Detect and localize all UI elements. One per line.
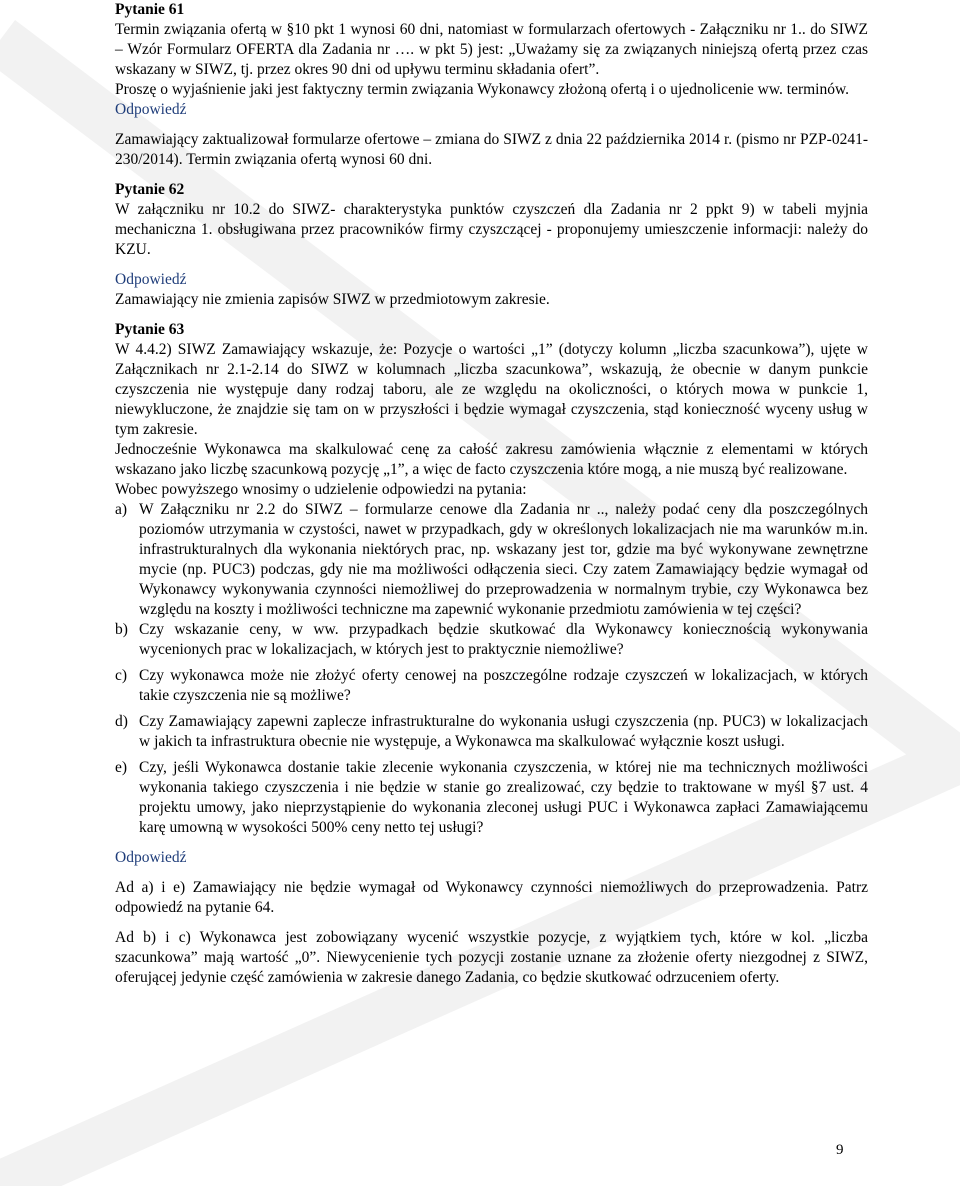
list-item-label: b) (115, 621, 128, 638)
answer-heading: Odpowiedź (115, 849, 187, 866)
spacer (115, 120, 868, 130)
list-item-label: d) (115, 713, 128, 730)
spacer (115, 260, 868, 270)
spacer (115, 310, 868, 320)
page-number: 9 (836, 1142, 844, 1158)
answer-heading: Odpowiedź (115, 101, 187, 118)
list-item-label: e) (115, 759, 128, 776)
list-item (115, 666, 868, 706)
list-item (115, 712, 868, 752)
paragraph: Jednocześnie Wykonawca ma skalkulować cenę za całość zakresu zamówienia włącznie z elementami w których wskazano jako liczbę szacunkową pozycję „1”, a więc de facto czyszczenia które mogą, a nie muszą być realizowane. (115, 441, 868, 478)
paragraph: Ad a) i e) Zamawiający nie będzie wymagał od Wykonawcy czynności niemożliwych do przeprowadzenia. Patrz odpowiedź na pytanie 64. (115, 879, 868, 916)
paragraph: Zamawiający zaktualizował formularze ofertowe – zmiana do SIWZ z dnia 22 października 2014 r. (pismo nr PZP-0241-230/2014). Termin związania ofertą wynosi 60 dni. (115, 131, 868, 168)
paragraph: Zamawiający nie zmienia zapisów SIWZ w przedmiotowym zakresie. (115, 291, 550, 308)
list-item (115, 758, 868, 838)
paragraph: Ad b) i c) Wykonawca jest zobowiązany wycenić wszystkie pozycje, z wyjątkiem tych, które w kol. „liczba szacunkowa” mają wartość „0”. Niewycenienie tych pozycji zostanie uznane za złożenie oferty niezgodnej z SIWZ, oferującej jedynie część zamówienia w zakresie danego Zadania, co będzie skutkować odrzuceniem oferty. (115, 929, 868, 986)
paragraph: Termin związania ofertą w §10 pkt 1 wynosi 60 dni, natomiast w formularzach ofertowych - Załączniku nr 1.. do SIWZ – Wzór Formularz OFERTA dla Zadania nr …. w pkt 5) jest: „Uważamy się za związanych niniejszą ofertą przez czas wskazany w SIWZ, tj. przez okres 90 dni od upływu terminu składania ofert”. (115, 21, 868, 78)
list-item-label: c) (115, 667, 128, 684)
answer-heading: Odpowiedź (115, 271, 187, 288)
list-item-text: W Załączniku nr 2.2 do SIWZ – formularze cenowe dla Zadania nr .., należy podać ceny dla poszczególnych poziomów utrzymania w czystości, nawet w przypadkach, gdy w określonych lokalizacjach nie ma warunków m.in. infrastrukturalnych dla wykonania niektórych prac, np. wskazany jest tor, gdzie ma być wykonywane zewnętrzne mycie (np. PUC3) podczas, gdy nie ma możliwości odłączenia sieci. Czy zatem Zamawiający będzie wymagał od Wykonawcy wykonywania czynności niemożliwej do przeprowadzenia w normalnym trybie, czy Wykonawca bez względu na koszty i możliwości techniczne ma zapewnić wykonanie przedmiotu zamówienia w tej części? (139, 501, 868, 618)
spacer (115, 918, 868, 928)
list-item-text: Czy, jeśli Wykonawca dostanie takie zlecenie wykonania czyszczenia, w której nie ma technicznych możliwości wykonania takiego czyszczenia i nie będzie w stanie go zrealizować, czy będzie to traktowane w myśl §7 ust. 4 projektu umowy, jako nieprzystąpienie do wykonania zleconej usługi PUC i Wykonawca zapłaci Zamawiającemu karę umowną w wysokości 500% ceny netto tej usługi? (139, 759, 868, 836)
spacer (115, 838, 868, 848)
question-heading: Pytanie 63 (115, 321, 185, 338)
list-item-label: a) (115, 501, 128, 518)
list-item-text: Czy Zamawiający zapewni zaplecze infrastrukturalne do wykonania usługi czyszczenia (np. PUC3) w lokalizacjach w jakich ta infrastruktura obecnie nie występuje, a Wykonawca ma skalkulować wyłącznie koszt usługi. (139, 713, 868, 750)
spacer (115, 170, 868, 180)
document-body (115, 0, 868, 988)
list-item (115, 500, 868, 620)
paragraph: W 4.4.2) SIWZ Zamawiający wskazuje, że: Pozycje o wartości „1” (dotyczy kolumn „liczba szacunkowa”), ujęte w Załącznikach nr 2.1-2.14 do SIWZ w kolumnach „liczba szacunkowa”, wskazują, że obecnie w danym punkcie czyszczenia nie występuje dany rodzaj taboru, ale ze względu na okoliczności, o których mowa w punkcie 1, niewykluczone, że znajdzie się tam on w przyszłości i będzie wymagał czyszczenia, stąd konieczność wyceny usług w tym zakresie. (115, 341, 868, 438)
question-heading: Pytanie 62 (115, 181, 185, 198)
list-item (115, 620, 868, 660)
paragraph: Proszę o wyjaśnienie jaki jest faktyczny termin związania Wykonawcy złożoną ofertą i o ujednolicenie ww. terminów. (115, 81, 850, 98)
question-heading: Pytanie 61 (115, 1, 185, 18)
list-item-text: Czy wykonawca może nie złożyć oferty cenowej na poszczególne rodzaje czyszczeń w lokalizacjach, w których takie czyszczenia nie są możliwe? (139, 667, 868, 704)
list-item-text: Czy wskazanie ceny, w ww. przypadkach będzie skutkować dla Wykonawcy koniecznością wykonywania wycenionych prac w lokalizacjach, w których jest to praktycznie niemożliwe? (139, 621, 868, 658)
paragraph: W załączniku nr 10.2 do SIWZ- charakterystyka punktów czyszczeń dla Zadania nr 2 ppkt 9) w tabeli myjnia mechaniczna 1. obsługiwana przez pracowników firmy czyszczącej - proponujemy umieszczenie informacji: należy do KZU. (115, 201, 868, 258)
spacer (115, 868, 868, 878)
paragraph: Wobec powyższego wnosimy o udzielenie odpowiedzi na pytania: (115, 481, 527, 498)
